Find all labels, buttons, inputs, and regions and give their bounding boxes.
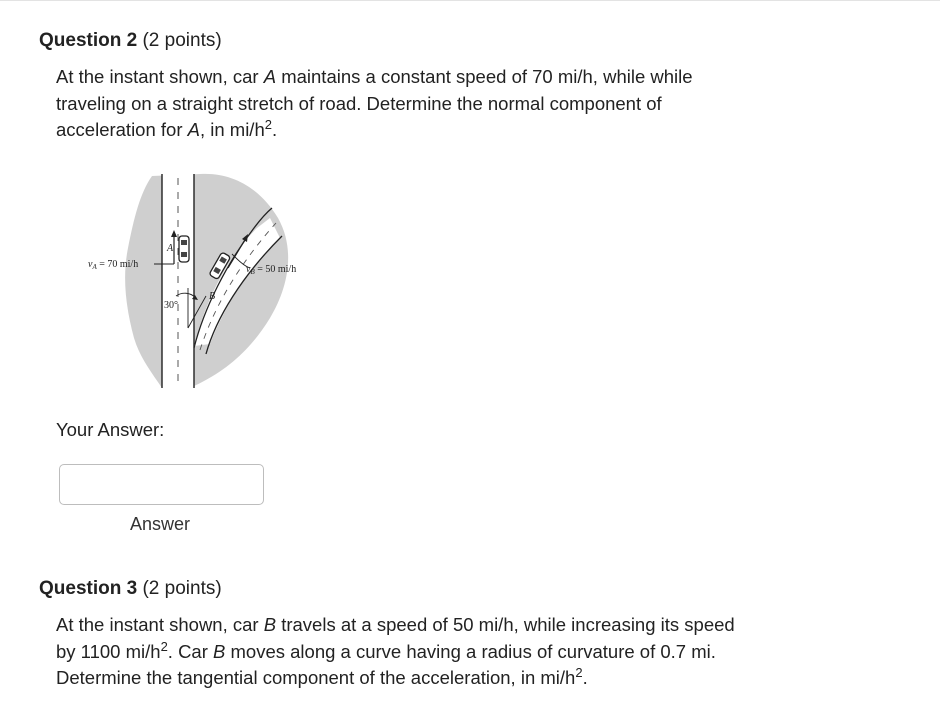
text-segment: by 1100 mi/h: [56, 640, 161, 662]
angle-label: 30°: [164, 300, 178, 311]
text-segment: .: [582, 667, 588, 688]
superscript: 2: [575, 664, 583, 680]
text-segment: At the instant shown, car: [56, 66, 264, 87]
text-segment: Determine the tangential component of the acceleration, in mi/h: [56, 667, 576, 688]
question-3-text: [56, 612, 735, 692]
superscript: 2: [264, 116, 272, 132]
road-diagram: [82, 168, 322, 398]
question-2-text: [56, 64, 693, 144]
question-3-title: [39, 578, 222, 600]
question-2-line-1: [56, 64, 693, 91]
question-2-number: Question 2: [39, 30, 138, 51]
text-segment: travels at a speed of 50 mi/h, while increasing its speed: [276, 614, 735, 635]
question-3-number: Question 3: [39, 578, 138, 599]
question-3-line-3: [56, 665, 735, 692]
question-3-line-1: [56, 612, 735, 639]
text-segment: , in mi/h: [199, 119, 265, 140]
variable: B: [213, 640, 226, 662]
question-3-points: (2 points): [142, 578, 222, 599]
car-a-label: A: [167, 243, 174, 254]
superscript: 2: [160, 638, 168, 654]
text-segment: . Car: [167, 640, 214, 662]
car-a: [179, 236, 189, 262]
answer-input[interactable]: [59, 464, 264, 505]
variable: B: [263, 614, 277, 635]
va-label: $v_A = 70$ mi/h: [88, 259, 139, 271]
question-3-line-2: [56, 639, 735, 666]
text-segment: .: [271, 119, 278, 140]
question-2-title: [39, 30, 222, 52]
vb-label: $v_B = 50$ mi/h: [246, 264, 297, 276]
text-segment: maintains a constant speed of 70 mi/h, while while: [276, 66, 693, 87]
text-segment: moves along a curve having a radius of curvature of 0.7 mi.: [225, 640, 716, 662]
text-segment: acceleration for: [56, 119, 188, 140]
question-2-line-2: traveling on a straight stretch of road. Determine the normal component of: [56, 92, 662, 114]
variable: A: [263, 66, 277, 87]
answer-caption: Answer: [130, 514, 191, 534]
your-answer-label: Your Answer:: [56, 419, 165, 440]
variable: A: [187, 119, 200, 140]
question-2-line-3: [56, 117, 693, 144]
ground-area: [125, 174, 288, 388]
text-segment: At the instant shown, car: [56, 614, 264, 635]
car-b-label: B: [209, 291, 216, 302]
top-divider: [0, 0, 940, 1]
question-2-points: (2 points): [142, 30, 222, 51]
